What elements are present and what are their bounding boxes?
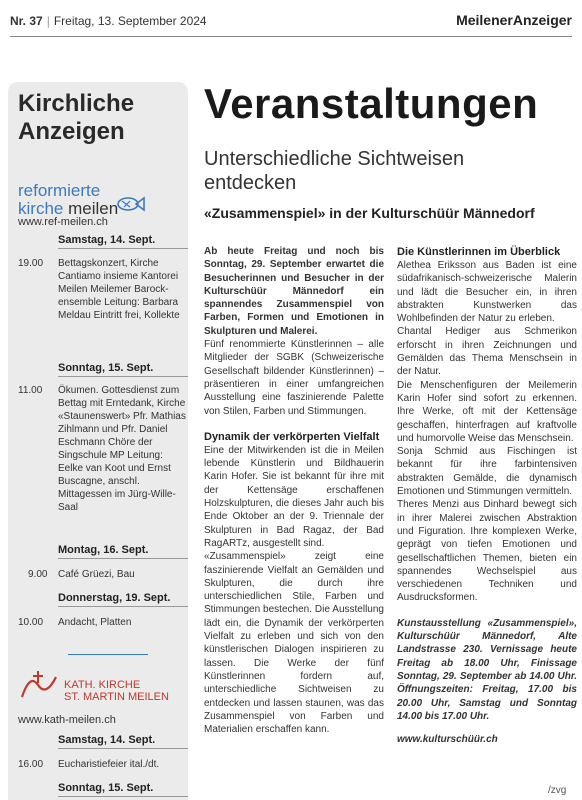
catholic-church-name: KATH. KIRCHE ST. MARTIN MEILEN [64,679,169,703]
exhibition-website-link[interactable]: www.kulturschüür.ch [397,734,498,746]
issue-line: Nr. 37 | Freitag, 13. September 2024 [10,14,207,28]
section-divider [68,654,148,655]
article-lead: Ab heute Freitag und noch bis Sonntag, 29. September erwartet die Besucherinnen und Besucher in der Kulturschüür Männedorf ein spannendes Zusammenspiel von Farben, Formen und Emotionen in Skulpturen und Malerei. [204,246,384,337]
page-header [10,12,572,34]
church-notices-sidebar: Kirchliche Anzeigen reformierte kirche meilen www.ref-meilen.ch Samstag, 14. Sept. 19.00 Bettagskonzert, Kirche Cantiamo insieme Kantorei Meilen Meilemer Barock-ensemble Leitung: Barbara Meldau Eintritt frei, Kollekte Sonntag, 15. Sept. 11.00 Ökumen. Gottesdienst zum Bettag mit Erntedank, Kirche «Staunenswert» Pfr. Mathias Zihlmann und Pfr. Daniel Eschmann Chöre der Singschule MP Leitung: Eelke van Koot und Ernst Buscagne, anschl. Mittagessen im Jürg-Wille-Saal Montag, 16. Sept. 9.00 Café Grüezi, Bau Donnerstag, 19. Sept. 10.00 Andacht, Platten KATH. KIRCHE ST. MARTIN MEILEN www.kath-meilen.ch Samstag, 14. Sept. 16.00 Eucharistiefeier ital./dt. Sonntag, 15. Sept. [8,82,188,800]
event-entry: 11.00 Ökumen. Gottesdienst zum Bettag mit Erntedank, Kirche «Staunenswert» Pfr. Mathias Zihlmann und Pfr. Daniel Eschmann Chöre der Singschule MP Leitung: Eelke van Koot und Ernst Buscagne, anschl. Mittagessen im Jürg-Wille-Saal [18,385,186,513]
ref-website-link[interactable]: www.ref-meilen.ch [18,216,108,228]
kath-website-link[interactable]: www.kath-meilen.ch [18,714,116,726]
day-heading: Samstag, 14. Sept. [58,234,188,249]
article-paragraph: Eine der Mitwirkenden ist die in Meilen lebende Künstlerin und Bildhauerin Karin Hofer. Sie ist bekannt für ihre mit der Kettensäge erschaffenen Holzskulpturen, die dieses Jahr auch bis Ende Oktober an der 9. Triennale der Skulpturen in Bad Ragaz, der Bad RagARTz, ausgestellt sind. [204,444,384,549]
article-paragraph: Sonja Schmid aus Fischingen ist bekannt für ihre farbintensiven abstrakten Gemälde, die dynamisch Emotionen und Stimmungen vermitteln. [397,446,577,498]
day-heading: Montag, 16. Sept. [58,544,188,559]
article-paragraph: «Zusammenspiel» zeigt eine faszinierende Vielfalt an Gemälden und Skulpturen, die durch ihre unterschiedlichen Stile, Farben und Stimmungen bestechen. Die Ausstellung lädt ein, die Dynamik der verkörperten Vielfalt zu erleben und sich von den künstlerischen Dialogen inspirieren zu lassen. Die Werke der fünf Künstlerinnen fordern auf, unterschiedliche Sichtweisen zu entdecken und lassen staunen, was das Zusammenspiel von Farben und Materialien erschaffen kann. [204,551,384,736]
day-heading: Sonntag, 15. Sept. [58,782,188,797]
article-paragraph: Theres Menzi aus Dinhard bewegt sich in ihrer Malerei zwischen Abstraktion und Figuration. Ihre komplexen Werke, geprägt von tiefen Emotionen und gesellschaftlichen Themen, bieten ein spannendes Wechselspiel aus verschiedenen Techniken und Ausdrucksformen. [397,499,577,604]
author-credit: /zvg [548,785,567,796]
article-paragraph: Alethea Eriksson aus Baden ist eine südafrikanisch-schweizerische Malerin und lädt die Besucher ein, in ihren abstrakten Kunstwerken das Wohlbefinden der Natur zu erleben. [397,260,577,325]
section-title: Veranstaltungen [204,80,539,127]
article-paragraph: Chantal Hediger aus Schmerikon erforscht in ihren Zeichnungen und Gemälden das Thema Menschsein in der Natur. [397,326,577,378]
article-subheading: Die Künstlerinnen im Überblick [397,246,561,258]
day-heading: Donnerstag, 19. Sept. [58,592,188,607]
fish-icon [116,196,146,212]
header-rule [10,36,572,37]
newspaper-name: MeilenerAnzeiger [456,12,572,28]
day-heading: Samstag, 14. Sept. [58,734,188,749]
sidebar-title: Kirchliche Anzeigen [18,90,135,145]
reformed-church-logo: reformierte kirche meilen [18,181,119,218]
article-subheadline: «Zusammenspiel» in der Kulturschüür Männedorf [204,205,535,221]
issue-date: Freitag, 13. September 2024 [53,14,207,28]
article-column-1 [204,245,384,736]
article-subheading: Dynamik der verkörperten Vielfalt [204,430,380,443]
article-paragraph: Fünf renommierte Künstlerinnen – alle Mitglieder der SGBK (Schweizerische Gesellschaft bildender Künstlerinnen) – präsentieren in einer umfangreichen Ausstellung eine faszinierende Palette von Stilen, Farben und Stimmungen. [204,339,384,417]
article-headline: Unterschiedliche Sichtweisen entdecken [204,148,465,194]
article-paragraph: Die Menschenfiguren der Meilemerin Karin Hofer sind sofort zu erkennen. Ihre Werke, oft mit der Kettensäge geschaffen, hinterfragen auf kraftvolle und humorvolle Weise das Menschsein. [397,379,577,444]
issue-number: Nr. 37 [10,14,43,28]
catholic-church-logo-icon [18,667,60,707]
event-entry: 19.00 Bettagskonzert, Kirche Cantiamo insieme Kantorei Meilen Meilemer Barock-ensemble Leitung: Barbara Meldau Eintritt frei, Kollekte [18,258,180,321]
exhibition-info: Kunstausstellung «Zusammenspiel», Kulturschüür Männedorf, Alte Landstrasse 230. Vernissage heute Freitag ab 18.00 Uhr, Finissage Sonntag, 29. September ab 14.00 Uhr. Öffnungszeiten: Freitag, 17.00 bis 20.00 Uhr, Samstag und Sonntag 14.00 bis 17.00 Uhr. [397,617,577,722]
article-column-2 [397,245,577,746]
day-heading: Sonntag, 15. Sept. [58,362,188,377]
